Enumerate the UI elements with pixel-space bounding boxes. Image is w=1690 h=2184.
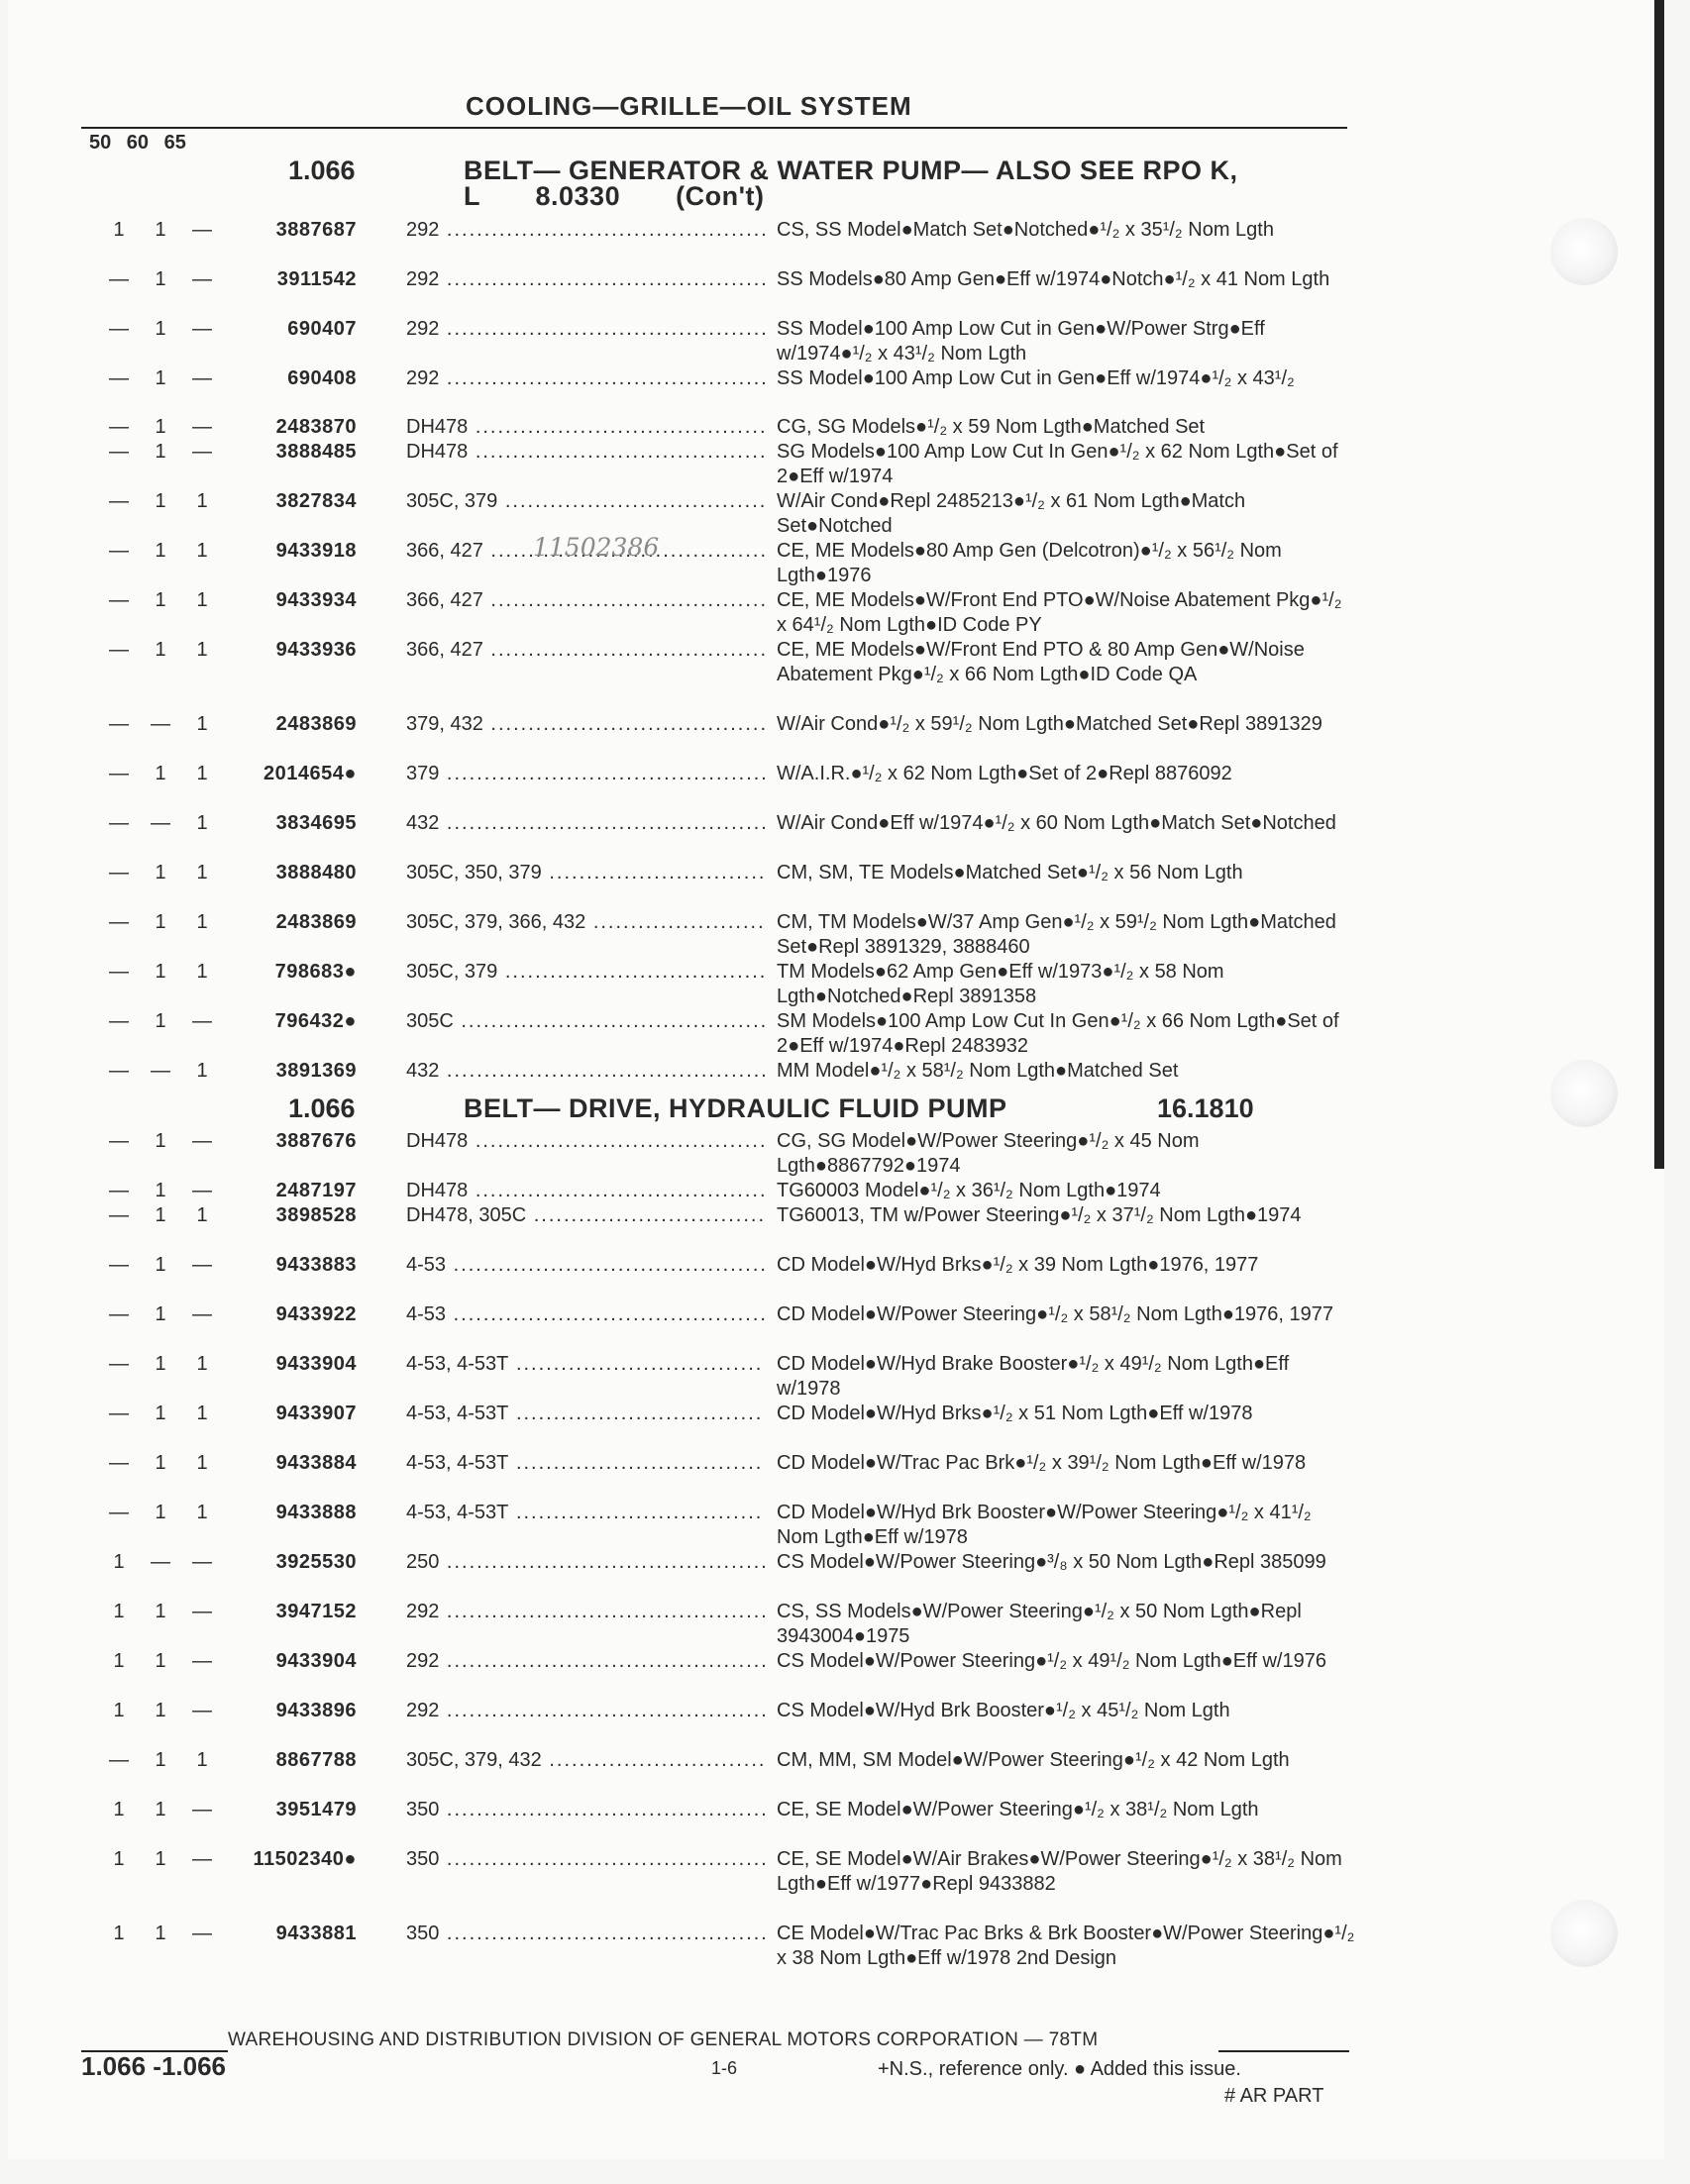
application: 292 ..... <box>406 1600 765 1624</box>
application: 292 ..... <box>406 366 765 391</box>
qty-50: 1 <box>113 1601 125 1622</box>
qty-65: 1 <box>196 961 208 983</box>
qty-60: 1 <box>155 1452 166 1474</box>
part-number: 690407 <box>287 318 357 340</box>
qty-50: 1 <box>113 1551 125 1573</box>
qty-65: 1 <box>196 1749 208 1771</box>
footer-legend: +N.S., reference only. ● Added this issue. <box>878 2058 1241 2080</box>
qty-65: 1 <box>196 589 208 611</box>
description: CD Model●W/Trac Pac Brk●¹/₂ x 39¹/₂ Nom Lgth●Eff w/1978 <box>777 1452 1307 1474</box>
description: CE, SE Model●W/Power Steering●¹/₂ x 38¹/₂ Nom Lgth <box>777 1799 1259 1820</box>
qty-65: 1 <box>196 911 208 933</box>
application: 292 ..... <box>406 267 765 292</box>
qty-50: — <box>109 713 129 735</box>
description: SG Models●100 Amp Low Cut In Gen●¹/₂ x 62 Nom Lgth●Set of 2●Eff w/1974 <box>777 441 1338 487</box>
qty-50: — <box>109 1254 129 1276</box>
qty-50: — <box>109 1180 129 1201</box>
description: CE, ME Models●W/Front End PTO●W/Noise Abatement Pkg●¹/₂ x 64¹/₂ Nom Lgth●ID Code PY <box>777 589 1342 636</box>
column-header-years: 50 60 65 <box>89 132 186 154</box>
qty-60: 1 <box>155 490 166 512</box>
description: CD Model●W/Hyd Brks●¹/₂ x 39 Nom Lgth●1976, 1977 <box>777 1254 1259 1276</box>
qty-50: — <box>109 318 129 340</box>
page-title: COOLING—GRILLE—OIL SYSTEM <box>466 91 912 121</box>
description: SS Model●100 Amp Low Cut in Gen●W/Power Strg●Eff w/1974●¹/₂ x 43¹/₂ Nom Lgth <box>777 318 1265 364</box>
qty-60: 1 <box>155 1799 166 1820</box>
description: CM, TM Models●W/37 Amp Gen●¹/₂ x 59¹/₂ Nom Lgth●Matched Set●Repl 3891329, 3888460 <box>777 911 1336 958</box>
qty-60: 1 <box>155 416 166 438</box>
qty-65: — <box>192 1180 212 1201</box>
part-number: 796432● <box>274 1010 357 1032</box>
description: TG60013, TM w/Power Steering●¹/₂ x 37¹/₂ Nom Lgth●1974 <box>777 1204 1302 1226</box>
qty-60: 1 <box>155 1650 166 1672</box>
qty-50: — <box>109 1749 129 1771</box>
footer-code-range: 1.066 -1.066 <box>81 2051 227 2081</box>
application: 4-53 ..... <box>406 1302 765 1327</box>
section-number: 1.066 <box>288 156 356 185</box>
part-number: 9433936 <box>275 639 357 661</box>
application: 305C, 379, 366, 432 ..... <box>406 910 765 935</box>
application: 432 ..... <box>406 811 765 836</box>
description: CS Model●W/Power Steering●¹/₂ x 49¹/₂ Nom Lgth●Eff w/1976 <box>777 1650 1326 1672</box>
application: 350 ..... <box>406 1798 765 1822</box>
description: CS Model●W/Hyd Brk Booster●¹/₂ x 45¹/₂ Nom Lgth <box>777 1700 1230 1721</box>
application: 366, 427 ..... <box>406 588 765 613</box>
description: CS, SS Models●W/Power Steering●¹/₂ x 50 Nom Lgth●Repl 3943004●1975 <box>777 1601 1302 1647</box>
application: 4-53, 4-53T ..... <box>406 1451 765 1476</box>
qty-65: — <box>192 1551 212 1573</box>
description: CD Model●W/Hyd Brks●¹/₂ x 51 Nom Lgth●Eff w/1978 <box>777 1403 1253 1424</box>
part-number: 3888485 <box>275 441 357 463</box>
application: 292 ..... <box>406 317 765 342</box>
handwritten-annotation: 11502386 <box>533 533 660 562</box>
part-number: 2483869 <box>275 713 357 735</box>
qty-60: — <box>151 812 170 834</box>
footer-division: WAREHOUSING AND DISTRIBUTION DIVISION OF GENERAL MOTORS CORPORATION — 78TM <box>228 2029 1099 2050</box>
part-number: 2487197 <box>275 1180 357 1201</box>
qty-65: — <box>192 441 212 463</box>
section-reference: 16.1810 <box>1157 1093 1254 1123</box>
qty-65: 1 <box>196 490 208 512</box>
qty-65: 1 <box>196 1452 208 1474</box>
qty-50: — <box>109 490 129 512</box>
description: W/A.I.R.●¹/₂ x 62 Nom Lgth●Set of 2●Repl 8876092 <box>777 763 1232 784</box>
qty-60: 1 <box>155 639 166 661</box>
binder-hole <box>1550 218 1618 285</box>
description: MM Model●¹/₂ x 58¹/₂ Nom Lgth●Matched Set <box>777 1060 1179 1082</box>
part-number: 3898528 <box>275 1204 357 1226</box>
qty-50: 1 <box>113 219 125 241</box>
part-number: 9433883 <box>275 1254 357 1276</box>
qty-50: — <box>109 1010 129 1032</box>
footer-legend-ar: # AR PART <box>1224 2085 1324 2107</box>
qty-60: 1 <box>155 1353 166 1375</box>
part-number: 9433907 <box>275 1403 357 1424</box>
qty-50: — <box>109 589 129 611</box>
qty-50: 1 <box>113 1799 125 1820</box>
qty-65: — <box>192 367 212 389</box>
part-number: 9433888 <box>275 1502 357 1523</box>
qty-50: — <box>109 812 129 834</box>
part-number: 3911542 <box>276 268 357 290</box>
part-number: 2014654● <box>264 763 357 784</box>
description: CS, SS Model●Match Set●Notched●¹/₂ x 35¹/₂ Nom Lgth <box>777 219 1274 241</box>
description: SS Model●100 Amp Low Cut in Gen●Eff w/1974●¹/₂ x 43¹/₂ <box>777 367 1295 389</box>
part-number: 9433904 <box>275 1353 357 1375</box>
qty-60: 1 <box>155 540 166 562</box>
qty-65: — <box>192 1254 212 1276</box>
application: 250 ..... <box>406 1550 765 1575</box>
qty-60: 1 <box>155 1403 166 1424</box>
description: CG, SG Model●W/Power Steering●¹/₂ x 45 Nom Lgth●8867792●1974 <box>777 1130 1200 1177</box>
part-number: 9433896 <box>275 1700 357 1721</box>
description: CS Model●W/Power Steering●³/₈ x 50 Nom Lgth●Repl 385099 <box>777 1551 1326 1573</box>
part-number: 8867788 <box>275 1749 357 1771</box>
application: 305C ..... <box>406 1009 765 1034</box>
part-number: 3925530 <box>275 1551 357 1573</box>
qty-65: 1 <box>196 639 208 661</box>
qty-65: 1 <box>196 862 208 884</box>
qty-65: — <box>192 1700 212 1721</box>
footer-rule-right <box>1218 2050 1349 2052</box>
part-number: 3887676 <box>275 1130 357 1152</box>
part-number: 9433904 <box>275 1650 357 1672</box>
qty-50: 1 <box>113 1650 125 1672</box>
qty-60: 1 <box>155 589 166 611</box>
qty-65: — <box>192 268 212 290</box>
qty-50: — <box>109 540 129 562</box>
qty-60: 1 <box>155 1502 166 1523</box>
description: CD Model●W/Hyd Brake Booster●¹/₂ x 49¹/₂ Nom Lgth●Eff w/1978 <box>777 1353 1290 1400</box>
part-number: 690408 <box>287 367 357 389</box>
description: CM, MM, SM Model●W/Power Steering●¹/₂ x 42 Nom Lgth <box>777 1749 1290 1771</box>
binder-hole <box>1550 1900 1618 1967</box>
description: CG, SG Models●¹/₂ x 59 Nom Lgth●Matched Set <box>777 416 1206 438</box>
application: 305C, 379 ..... <box>406 489 765 514</box>
application: 366, 427 ..... <box>406 539 765 564</box>
part-number: 3947152 <box>275 1601 357 1622</box>
qty-60: 1 <box>155 268 166 290</box>
part-number: 9433934 <box>275 589 357 611</box>
qty-65: — <box>192 1010 212 1032</box>
qty-60: 1 <box>155 1204 166 1226</box>
qty-65: — <box>192 318 212 340</box>
application: 4-53 ..... <box>406 1253 765 1278</box>
description: W/Air Cond●¹/₂ x 59¹/₂ Nom Lgth●Matched Set●Repl 3891329 <box>777 713 1322 735</box>
section-title: BELT— DRIVE, HYDRAULIC FLUID PUMP <box>464 1093 1007 1123</box>
qty-65: 1 <box>196 812 208 834</box>
description: W/Air Cond●Eff w/1974●¹/₂ x 60 Nom Lgth●Match Set●Notched <box>777 812 1336 834</box>
title-rule <box>81 127 1347 129</box>
application: 292 ..... <box>406 1649 765 1674</box>
description: CM, SM, TE Models●Matched Set●¹/₂ x 56 Nom Lgth <box>777 862 1243 884</box>
description: CE, ME Models●80 Amp Gen (Delcotron)●¹/₂ x 56¹/₂ Nom Lgth●1976 <box>777 540 1282 586</box>
qty-65: — <box>192 416 212 438</box>
part-number: 9433918 <box>275 540 357 562</box>
section-title-continued: L 8.0330 (Con't) <box>464 181 765 211</box>
qty-60: 1 <box>155 1601 166 1622</box>
part-number: 3834695 <box>275 812 357 834</box>
qty-60: 1 <box>155 911 166 933</box>
application: 305C, 379, 432 ..... <box>406 1748 765 1773</box>
application: 292 ..... <box>406 218 765 243</box>
catalog-page <box>8 0 1664 2159</box>
qty-50: — <box>109 1502 129 1523</box>
part-number: 9433884 <box>275 1452 357 1474</box>
application: 366, 427 ..... <box>406 638 765 663</box>
section-number: 1.066 <box>288 1093 356 1123</box>
qty-50: 1 <box>113 1848 125 1870</box>
qty-60: 1 <box>155 367 166 389</box>
qty-65: 1 <box>196 1502 208 1523</box>
qty-65: — <box>192 1601 212 1622</box>
qty-50: — <box>109 1204 129 1226</box>
part-number: 3887687 <box>275 219 357 241</box>
qty-60: 1 <box>155 862 166 884</box>
application: 350 ..... <box>406 1922 765 1946</box>
qty-50: — <box>109 367 129 389</box>
qty-50: 1 <box>113 1923 125 1944</box>
qty-60: 1 <box>155 441 166 463</box>
qty-60: 1 <box>155 961 166 983</box>
application: 350 ..... <box>406 1847 765 1872</box>
qty-65: — <box>192 219 212 241</box>
part-number: 3827834 <box>275 490 357 512</box>
description: TM Models●62 Amp Gen●Eff w/1973●¹/₂ x 58 Nom Lgth●Notched●Repl 3891358 <box>777 961 1224 1007</box>
part-number: 3951479 <box>275 1799 357 1820</box>
description: CD Model●W/Hyd Brk Booster●W/Power Steering●¹/₂ x 41¹/₂ Nom Lgth●Eff w/1978 <box>777 1502 1312 1548</box>
qty-65: — <box>192 1799 212 1820</box>
application: DH478 ..... <box>406 415 765 440</box>
qty-50: — <box>109 1303 129 1325</box>
qty-60: 1 <box>155 1254 166 1276</box>
application: DH478 ..... <box>406 1179 765 1203</box>
application: 432 ..... <box>406 1059 765 1084</box>
qty-50: — <box>109 862 129 884</box>
qty-65: 1 <box>196 1204 208 1226</box>
application: DH478 ..... <box>406 440 765 465</box>
section-title: BELT— GENERATOR & WATER PUMP— ALSO SEE RPO K, <box>464 156 1238 185</box>
qty-65: 1 <box>196 1060 208 1082</box>
description: W/Air Cond●Repl 2485213●¹/₂ x 61 Nom Lgth●Match Set●Notched <box>777 490 1246 537</box>
qty-50: — <box>109 961 129 983</box>
application: 379, 432 ..... <box>406 712 765 737</box>
qty-60: 1 <box>155 1180 166 1201</box>
description: SS Models●80 Amp Gen●Eff w/1974●Notch●¹/₂ x 41 Nom Lgth <box>777 268 1330 290</box>
qty-65: — <box>192 1303 212 1325</box>
part-number: 2483870 <box>275 416 357 438</box>
qty-60: 1 <box>155 1749 166 1771</box>
part-number: 2483869 <box>275 911 357 933</box>
qty-65: — <box>192 1923 212 1944</box>
qty-60: 1 <box>155 1848 166 1870</box>
part-number: 3888480 <box>275 862 357 884</box>
qty-60: 1 <box>155 763 166 784</box>
application: 292 ..... <box>406 1699 765 1723</box>
qty-60: 1 <box>155 1303 166 1325</box>
qty-50: — <box>109 416 129 438</box>
description: CE Model●W/Trac Pac Brks & Brk Booster●W/Power Steering●¹/₂ x 38 Nom Lgth●Eff w/1978 2nd Design <box>777 1923 1355 1969</box>
qty-60: — <box>151 1060 170 1082</box>
qty-65: — <box>192 1650 212 1672</box>
description: CE, ME Models●W/Front End PTO & 80 Amp Gen●W/Noise Abatement Pkg●¹/₂ x 66 Nom Lgth●ID Code QA <box>777 639 1305 685</box>
qty-50: — <box>109 1130 129 1152</box>
application: 4-53, 4-53T ..... <box>406 1352 765 1377</box>
part-number: 798683● <box>274 961 357 983</box>
description: SM Models●100 Amp Low Cut In Gen●¹/₂ x 66 Nom Lgth●Set of 2●Eff w/1974●Repl 2483932 <box>777 1010 1339 1057</box>
qty-50: — <box>109 1452 129 1474</box>
page-edge-shadow <box>1654 0 1664 1169</box>
qty-50: — <box>109 441 129 463</box>
application: 4-53, 4-53T ..... <box>406 1402 765 1426</box>
qty-65: 1 <box>196 1403 208 1424</box>
qty-65: 1 <box>196 763 208 784</box>
part-number: 9433881 <box>275 1923 357 1944</box>
qty-60: 1 <box>155 219 166 241</box>
application: 379 ..... <box>406 762 765 786</box>
part-number: 9433922 <box>275 1303 357 1325</box>
qty-50: — <box>109 911 129 933</box>
qty-65: 1 <box>196 1353 208 1375</box>
description: TG60003 Model●¹/₂ x 36¹/₂ Nom Lgth●1974 <box>777 1180 1161 1201</box>
qty-65: — <box>192 1848 212 1870</box>
qty-50: — <box>109 1060 129 1082</box>
qty-50: — <box>109 1353 129 1375</box>
application: 305C, 350, 379 ..... <box>406 861 765 885</box>
application: 305C, 379 ..... <box>406 960 765 985</box>
qty-60: 1 <box>155 1130 166 1152</box>
qty-60: — <box>151 713 170 735</box>
qty-50: 1 <box>113 1700 125 1721</box>
qty-50: — <box>109 763 129 784</box>
qty-60: 1 <box>155 1923 166 1944</box>
page-number: 1-6 <box>711 2058 738 2078</box>
binder-hole <box>1550 1060 1618 1127</box>
part-number: 3891369 <box>275 1060 357 1082</box>
qty-65: 1 <box>196 713 208 735</box>
qty-65: — <box>192 1130 212 1152</box>
qty-65: 1 <box>196 540 208 562</box>
application: 4-53, 4-53T ..... <box>406 1501 765 1525</box>
qty-60: — <box>151 1551 170 1573</box>
qty-50: — <box>109 268 129 290</box>
qty-60: 1 <box>155 318 166 340</box>
application: DH478, 305C ..... <box>406 1203 765 1228</box>
qty-60: 1 <box>155 1700 166 1721</box>
qty-50: — <box>109 639 129 661</box>
qty-60: 1 <box>155 1010 166 1032</box>
qty-50: — <box>109 1403 129 1424</box>
application: DH478 ..... <box>406 1129 765 1154</box>
part-number: 11502340● <box>253 1848 357 1870</box>
description: CE, SE Model●W/Air Brakes●W/Power Steering●¹/₂ x 38¹/₂ Nom Lgth●Eff w/1977●Repl 9433882 <box>777 1848 1342 1895</box>
description: CD Model●W/Power Steering●¹/₂ x 58¹/₂ Nom Lgth●1976, 1977 <box>777 1303 1334 1325</box>
